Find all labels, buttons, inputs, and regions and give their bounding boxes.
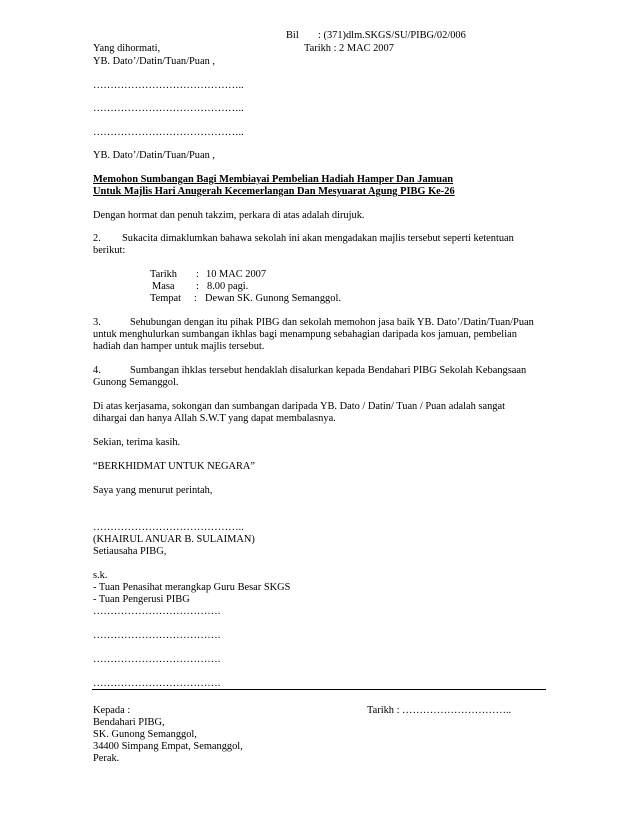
- closing-line-1: Di atas kerjasama, sokongan dan sumbangan daripada YB. Dato / Datin/ Tuan / Puan adalah sangat: [93, 401, 505, 412]
- cc-blank-line: ……………………………….: [93, 654, 221, 665]
- address-blank-line: ……………………………………..: [93, 127, 244, 138]
- footer-address-line: SK. Gunong Semanggol,: [93, 729, 197, 740]
- footer-address-line: 34400 Simpang Empat, Semanggol,: [93, 741, 243, 752]
- closing-line-2: dihargai dan hanya Allah S.W.T yang dapat membalasnya.: [93, 413, 336, 424]
- reference-number: : (371)dlm.SKGS/SU/PIBG/02/006: [318, 30, 466, 41]
- thanks: Sekian, terima kasih.: [93, 437, 181, 448]
- footer-kepada: Kepada :: [93, 705, 131, 716]
- subject-line-1: Memohon Sumbangan Bagi Membiayai Pembelian Hadiah Hamper Dan Jamuan: [93, 174, 454, 185]
- subject-line-2: Untuk Majlis Hari Anugerah Kecemerlangan Dan Mesyuarat Agung PIBG Ke-26: [93, 186, 455, 197]
- divider-line: [92, 689, 546, 690]
- detail-value-tempat: Dewan SK. Gunong Semanggol.: [205, 293, 341, 304]
- para-3-line-1: Sehubungan dengan itu pihak PIBG dan sekolah memohon jasa baik YB. Dato’/Datin/Tuan/Puan: [130, 317, 534, 328]
- para-4-line-1: Sumbangan ihklas tersebut hendaklah disalurkan kepada Bendahari PIBG Sekolah Kebangsaan: [130, 365, 527, 376]
- cc-blank-line: ……………………………….: [93, 678, 221, 689]
- greeting: Yang dihormati,: [93, 43, 161, 54]
- signatory-title: Setiausaha PIBG,: [93, 546, 167, 557]
- reference-bil-label: Bil: [286, 30, 299, 41]
- address-blank-line: ……………………………………..: [93, 103, 244, 114]
- address-blank-line: ……………………………………..: [93, 80, 244, 91]
- addressee: YB. Dato’/Datin/Tuan/Puan ,: [93, 56, 215, 67]
- detail-separator: :: [196, 269, 199, 280]
- para-4-line-2: Gunong Semanggol.: [93, 377, 179, 388]
- detail-separator: :: [196, 281, 199, 292]
- para-4-number: 4.: [93, 365, 101, 376]
- cc-item: - Tuan Pengerusi PIBG: [93, 594, 190, 605]
- para-3-line-2: untuk menghulurkan sumbangan ikhlas bagi menampung sebahagian daripada kos jamuan, pembelian: [93, 329, 517, 340]
- salutation: YB. Dato’/Datin/Tuan/Puan ,: [93, 150, 215, 161]
- detail-label-tempat: Tempat: [150, 293, 182, 304]
- signatory-name: (KHAIRUL ANUAR B. SULAIMAN): [93, 534, 255, 545]
- opening-paragraph: Dengan hormat dan penuh takzim, perkara di atas adalah dirujuk.: [93, 210, 365, 221]
- sign-off: Saya yang menurut perintah,: [93, 485, 213, 496]
- cc-blank-line: ……………………………….: [93, 630, 221, 641]
- letter-date: Tarikh : 2 MAC 2007: [304, 43, 394, 54]
- detail-separator: :: [194, 293, 197, 304]
- detail-value-tarikh: 10 MAC 2007: [206, 269, 267, 280]
- detail-value-masa: 8.00 pagi.: [207, 281, 249, 292]
- cc-label: s.k.: [93, 570, 108, 581]
- detail-label-masa: Masa: [152, 281, 175, 292]
- para-3-number: 3.: [93, 317, 101, 328]
- motto: “BERKHIDMAT UNTUK NEGARA”: [93, 461, 256, 472]
- footer-address-line: Perak.: [93, 753, 120, 764]
- footer-address-line: Bendahari PIBG,: [93, 717, 165, 728]
- para-3-line-3: hadiah dan hamper untuk majlis tersebut.: [93, 341, 265, 352]
- para-2-line-2: berikut:: [93, 245, 126, 256]
- para-2-line-1: Sukacita dimaklumkan bahawa sekolah ini akan mengadakan majlis tersebut seperti ketentuan: [122, 233, 514, 244]
- footer-tarikh: Tarikh : …………………………..: [367, 705, 512, 716]
- cc-blank-line: ……………………………….: [93, 606, 221, 617]
- signature-line: ……………………………………..: [93, 522, 244, 533]
- cc-item: - Tuan Penasihat merangkap Guru Besar SKGS: [93, 582, 291, 593]
- detail-label-tarikh: Tarikh: [150, 269, 177, 280]
- para-2-number: 2.: [93, 233, 101, 244]
